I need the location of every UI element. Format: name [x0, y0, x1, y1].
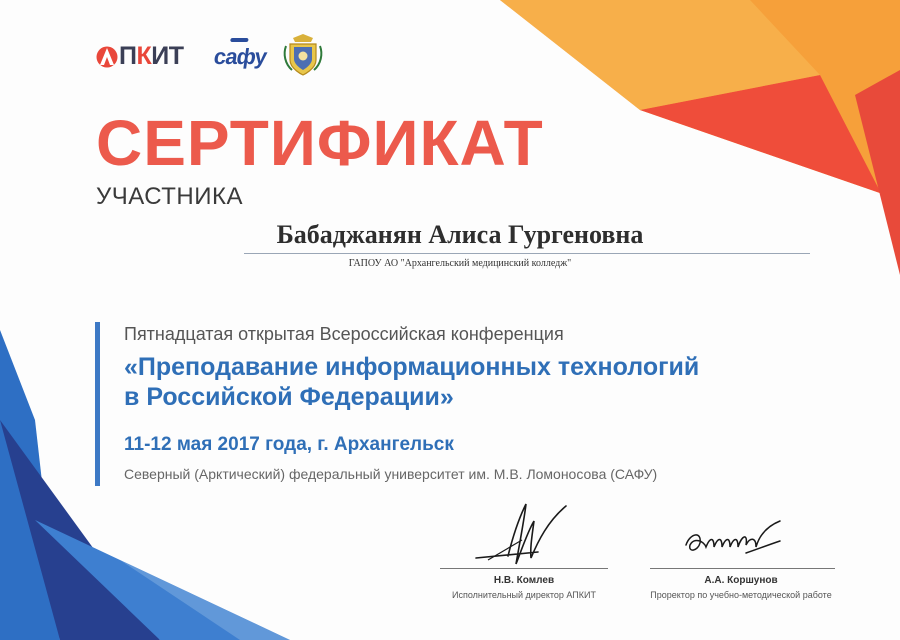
conference-date-place: 11-12 мая 2017 года, г. Архангельск [124, 434, 454, 455]
recipient-name: Бабаджанян Алиса Гургеновна [276, 220, 644, 249]
conference-venue: Северный (Арктический) федеральный университет им. М.В. Ломоносова (САФУ) [124, 466, 658, 482]
conference-title [124, 352, 844, 412]
signer-2-name: А.А. Коршунов [704, 575, 778, 586]
signature-2-image [680, 515, 795, 565]
conference-title-line-1: «Преподавание информационных технологий [124, 353, 700, 381]
certificate-subtitle: УЧАСТНИКА [96, 183, 243, 210]
apkit-logo [96, 42, 183, 71]
certificate-title: СЕРТИФИКАТ [96, 107, 544, 179]
signer-1-name: Н.В. Комлев [493, 575, 555, 586]
recipient-organization: ГАПОУ АО "Архангельский медицинский колледж" [348, 258, 572, 269]
conference-title-line-2: в Российской Федерации» [124, 383, 454, 411]
signer-2-role: Проректор по учебно-методической работе [650, 590, 832, 600]
signature-line-2 [650, 568, 835, 569]
coat-of-arms-icon [280, 32, 326, 78]
apkit-logo-text-1: П [119, 42, 137, 70]
conference-intro: Пятнадцатая открытая Всероссийская конференция [124, 324, 564, 344]
name-underline [244, 253, 810, 254]
safu-logo: сафу [212, 44, 268, 69]
apkit-a-mark-icon [96, 45, 118, 69]
signature-line-1 [440, 568, 608, 569]
conference-accent-bar [95, 322, 100, 486]
signature-1-image [468, 496, 578, 571]
signer-1-role: Исполнительный директор АПКИТ [452, 590, 596, 600]
apkit-logo-text-2: ИТ [151, 42, 184, 70]
apkit-logo-text-red: К [136, 42, 152, 70]
